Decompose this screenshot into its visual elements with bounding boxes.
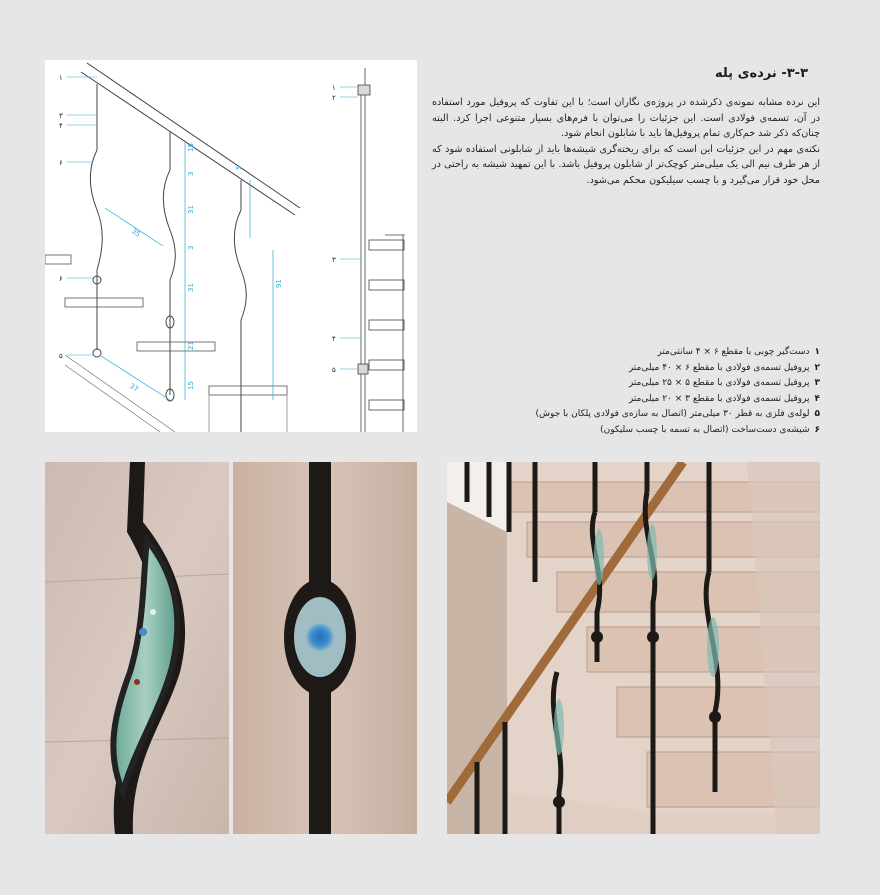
dim-15-bottom: 15 bbox=[187, 381, 195, 390]
paragraph-2: نکته‌ی مهم در این جزئیات این است که برای ریخته‌گری شیشه‌ها باید از شابلونی استفاده شود که از هر طرف نیم الی یک میلی‌متر کوچک‌تر از شابلون پروفیل باشد. با این تمهید شیشه به راحتی در محل خود قرار می‌گیرد و با چسب سیلیکون محکم می‌شود. bbox=[432, 143, 820, 186]
photo-1-illustration bbox=[45, 462, 229, 834]
photo-baluster-eye-closeup bbox=[233, 462, 417, 834]
dim-35: 35 bbox=[129, 227, 142, 239]
label-4: ۴ bbox=[59, 122, 63, 130]
dimension-lines bbox=[101, 140, 273, 400]
side-view-labels bbox=[332, 84, 336, 374]
dim-31-mid: 31 bbox=[187, 283, 195, 292]
legend-num: ۳ bbox=[814, 378, 820, 388]
legend-text: شیشه‌ی دست‌ساخت (اتصال به تسمه با چسب سلیکون) bbox=[600, 424, 810, 435]
label-6b: ۶ bbox=[59, 275, 63, 283]
label-1: ۱ bbox=[59, 74, 63, 82]
legend-text: لوله‌ی فلزی به قطر ۳۰ میلی‌متر (اتصال به سازه‌ی فولادی پلکان با جوش) bbox=[535, 409, 810, 419]
legend-num: ۴ bbox=[814, 393, 820, 404]
legend-item bbox=[432, 345, 820, 361]
section-title: ۳-۳- نرده‌ی پله bbox=[714, 66, 808, 81]
label-3: ۳ bbox=[59, 112, 63, 120]
dim-5: 5 bbox=[235, 165, 243, 170]
stringer-line bbox=[65, 355, 175, 432]
photo-staircase-overview bbox=[447, 462, 820, 834]
front-view-labels bbox=[59, 74, 63, 360]
side-label-1: ۱ bbox=[332, 84, 336, 92]
dim-21: 21 bbox=[187, 341, 195, 350]
dim-3-mid: 3 bbox=[187, 245, 195, 250]
label-5: ۵ bbox=[59, 352, 63, 360]
railing-detail-drawing bbox=[45, 60, 417, 432]
dim-91: 91 bbox=[275, 279, 283, 288]
legend-item bbox=[432, 376, 820, 392]
legend-item bbox=[432, 407, 820, 423]
dim-15-top: 15 bbox=[187, 143, 195, 152]
dim-37: 37 bbox=[127, 381, 140, 394]
text-block bbox=[432, 60, 820, 188]
dim-31-top: 31 bbox=[187, 205, 195, 214]
drawing-canvas bbox=[45, 60, 417, 432]
photo-baluster-glass-closeup bbox=[45, 462, 229, 834]
side-label-3: ۳ bbox=[332, 256, 336, 264]
legend-num: ۵ bbox=[814, 409, 820, 419]
stringer-line-2 bbox=[65, 365, 160, 432]
photo-2-illustration bbox=[233, 462, 417, 834]
legend bbox=[432, 345, 820, 438]
side-label-5: ۵ bbox=[332, 366, 336, 374]
legend-text: پروفیل تسمه‌ی فولادی با مقطع ۳ × ۲۰ میلی‌متر bbox=[628, 393, 810, 404]
side-section bbox=[358, 68, 405, 432]
legend-text: پروفیل تسمه‌ی فولادی با مقطع ۶ × ۴۰ میلی‌متر bbox=[628, 362, 810, 373]
baluster-2 bbox=[163, 132, 175, 401]
legend-item bbox=[432, 361, 820, 377]
legend-text: دست‌گیر چوبی با مقطع ۶ × ۴ سانتی‌متر bbox=[657, 347, 810, 357]
legend-text: پروفیل تسمه‌ی فولادی با مقطع ۵ × ۲۵ میلی‌متر bbox=[628, 378, 810, 388]
legend-num: ۲ bbox=[814, 362, 820, 373]
label-6a: ۶ bbox=[59, 159, 63, 167]
legend-num: ۶ bbox=[814, 424, 820, 435]
photo-3-illustration bbox=[447, 462, 820, 834]
paragraph-1: این نرده مشابه نمونه‌ی ذکرشده در پروژه‌ی نگاران است؛ با این تفاوت که پروفیل مورد استفاده در آن، تسمه‌ی فولادی است. این جزئیات را می‌توان با فرم‌های بسیار متنوعی اجرا کرد. البته چنان‌که ذکر شد خم‌کاری تمام پروفیل‌ها باید با شابلون انجام شود. bbox=[432, 97, 820, 139]
handrail bbox=[81, 63, 300, 215]
dim-3-top: 3 bbox=[187, 171, 195, 176]
side-label-2: ۲ bbox=[332, 94, 336, 102]
side-label-4: ۴ bbox=[332, 335, 336, 343]
legend-item bbox=[432, 392, 820, 408]
legend-num: ۱ bbox=[814, 347, 820, 357]
legend-item bbox=[432, 423, 820, 439]
